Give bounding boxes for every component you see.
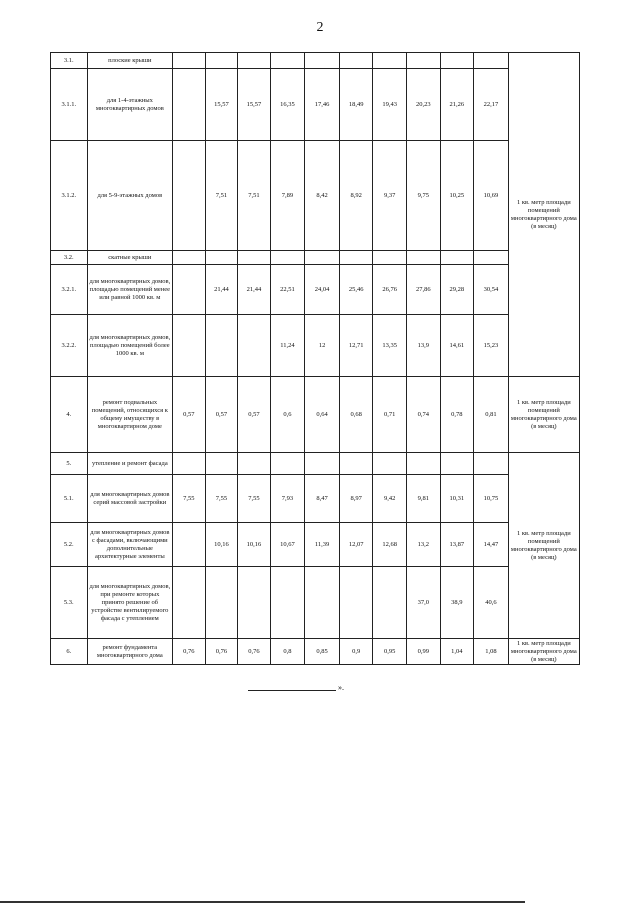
value-cell	[305, 53, 340, 69]
value-cell	[205, 53, 238, 69]
value-cell	[205, 453, 238, 475]
scan-edge-rule	[0, 901, 525, 903]
value-cell: 11,39	[305, 523, 340, 567]
value-cell: 25,46	[339, 265, 373, 315]
row-name: ремонт подвальных помещений, относящихся к общему имуществу в многоквартирном доме	[87, 377, 172, 453]
row-name: утепление и ремонт фасада	[87, 453, 172, 475]
value-cell: 0,81	[474, 377, 509, 453]
value-cell: 14,47	[474, 523, 509, 567]
value-cell: 7,89	[270, 141, 305, 251]
value-cell: 7,51	[238, 141, 271, 251]
value-cell	[270, 53, 305, 69]
row-name: ремонт фундамента многоквартирного дома	[87, 639, 172, 665]
value-cell: 8,47	[305, 475, 340, 523]
value-cell	[270, 453, 305, 475]
row-name: для многоквартирных домов, при ремонте которых принято решение об устройстве вентилируемого фасада с утеплением	[87, 567, 172, 639]
value-cell: 21,44	[205, 265, 238, 315]
value-cell: 0,57	[238, 377, 271, 453]
value-cell: 7,93	[270, 475, 305, 523]
value-cell	[305, 453, 340, 475]
value-cell	[406, 53, 440, 69]
value-cell: 0,68	[339, 377, 373, 453]
row-number: 3.1.	[51, 53, 88, 69]
value-cell: 10,69	[474, 141, 509, 251]
value-cell	[474, 251, 509, 265]
value-cell	[238, 251, 271, 265]
value-cell: 9,75	[406, 141, 440, 251]
value-cell: 29,28	[440, 265, 474, 315]
value-cell	[474, 53, 509, 69]
value-cell	[238, 53, 271, 69]
row-name: для 5-9-этажных домов	[87, 141, 172, 251]
value-cell: 13,35	[373, 315, 407, 377]
value-cell: 15,57	[238, 69, 271, 141]
value-cell: 10,75	[474, 475, 509, 523]
value-cell: 13,87	[440, 523, 474, 567]
value-cell	[205, 567, 238, 639]
value-cell	[440, 251, 474, 265]
table-row	[51, 69, 580, 141]
page-number: 2	[316, 20, 324, 35]
value-cell	[406, 251, 440, 265]
value-cell: 7,55	[173, 475, 206, 523]
value-cell: 24,04	[305, 265, 340, 315]
value-cell	[173, 141, 206, 251]
table-row	[51, 453, 580, 475]
value-cell	[173, 251, 206, 265]
value-cell: 10,16	[205, 523, 238, 567]
value-cell: 0,8	[270, 639, 305, 665]
value-cell: 10,25	[440, 141, 474, 251]
value-cell: 22,17	[474, 69, 509, 141]
value-cell	[373, 567, 407, 639]
value-cell: 22,51	[270, 265, 305, 315]
value-cell: 10,67	[270, 523, 305, 567]
value-cell	[270, 567, 305, 639]
value-cell: 0,78	[440, 377, 474, 453]
value-cell	[373, 53, 407, 69]
value-cell: 15,57	[205, 69, 238, 141]
table-row	[51, 377, 580, 453]
table-row	[51, 53, 580, 69]
value-cell: 0,76	[205, 639, 238, 665]
row-number: 6.	[51, 639, 88, 665]
table-row	[51, 639, 580, 665]
value-cell	[173, 523, 206, 567]
value-cell: 13,2	[406, 523, 440, 567]
value-cell	[339, 251, 373, 265]
row-number: 5.1.	[51, 475, 88, 523]
row-name: плоские крыши	[87, 53, 172, 69]
value-cell: 19,43	[373, 69, 407, 141]
value-cell: 0,85	[305, 639, 340, 665]
value-cell	[205, 315, 238, 377]
value-cell	[238, 567, 271, 639]
value-cell: 8,97	[339, 475, 373, 523]
value-cell: 12,71	[339, 315, 373, 377]
value-cell: 10,31	[440, 475, 474, 523]
value-cell	[173, 265, 206, 315]
value-cell	[238, 453, 271, 475]
value-cell: 11,24	[270, 315, 305, 377]
value-cell	[205, 251, 238, 265]
value-cell	[373, 251, 407, 265]
value-cell: 9,42	[373, 475, 407, 523]
value-cell	[238, 315, 271, 377]
row-number: 3.2.	[51, 251, 88, 265]
row-number: 4.	[51, 377, 88, 453]
row-number: 3.2.1.	[51, 265, 88, 315]
value-cell	[173, 567, 206, 639]
value-cell: 20,23	[406, 69, 440, 141]
value-cell: 0,99	[406, 639, 440, 665]
value-cell	[339, 53, 373, 69]
value-cell	[373, 453, 407, 475]
value-cell: 7,51	[205, 141, 238, 251]
row-name: для многоквартирных домов, площадью помещений более 1000 кв. м	[87, 315, 172, 377]
value-cell: 37,0	[406, 567, 440, 639]
row-name: для многоквартирных домов с фасадами, включающими дополнительные архитектурные элементы	[87, 523, 172, 567]
row-name: для 1-4-этажных многоквартирных домов	[87, 69, 172, 141]
table-row	[51, 523, 580, 567]
value-cell: 15,23	[474, 315, 509, 377]
value-cell: 21,44	[238, 265, 271, 315]
value-cell: 7,55	[205, 475, 238, 523]
value-cell: 26,76	[373, 265, 407, 315]
value-cell: 0,9	[339, 639, 373, 665]
unit-cell: 1 кв. метр площади многоквартирного дома (в месяц)	[508, 639, 579, 665]
value-cell: 14,61	[440, 315, 474, 377]
unit-cell: 1 кв. метр площади помещений многоквартирного дома (в месяц)	[508, 53, 579, 377]
value-cell: 27,86	[406, 265, 440, 315]
value-cell: 12,68	[373, 523, 407, 567]
value-cell	[305, 567, 340, 639]
closing-rule	[248, 690, 336, 691]
value-cell: 8,42	[305, 141, 340, 251]
value-cell: 0,95	[373, 639, 407, 665]
row-name: скатные крыши	[87, 251, 172, 265]
value-cell	[270, 251, 305, 265]
value-cell: 17,46	[305, 69, 340, 141]
value-cell: 0,57	[205, 377, 238, 453]
value-cell	[173, 453, 206, 475]
table-row	[51, 141, 580, 251]
value-cell: 9,81	[406, 475, 440, 523]
value-cell	[173, 53, 206, 69]
row-name: для многоквартирных домов, площадью помещений менее или равной 1000 кв. м	[87, 265, 172, 315]
value-cell: 16,35	[270, 69, 305, 141]
row-number: 5.	[51, 453, 88, 475]
tariff-table	[50, 52, 580, 665]
value-cell: 1,04	[440, 639, 474, 665]
table-row	[51, 315, 580, 377]
row-number: 3.1.2.	[51, 141, 88, 251]
value-cell: 13,9	[406, 315, 440, 377]
value-cell: 0,71	[373, 377, 407, 453]
value-cell	[339, 453, 373, 475]
value-cell: 30,54	[474, 265, 509, 315]
row-name: для многоквартирных домов серий массовой застройки	[87, 475, 172, 523]
table-row	[51, 567, 580, 639]
value-cell	[173, 315, 206, 377]
value-cell	[339, 567, 373, 639]
closing-mark: ».	[338, 683, 344, 692]
value-cell: 0,6	[270, 377, 305, 453]
value-cell: 1,08	[474, 639, 509, 665]
value-cell: 9,37	[373, 141, 407, 251]
value-cell: 21,26	[440, 69, 474, 141]
table-row	[51, 475, 580, 523]
unit-cell: 1 кв. метр площади помещений многоквартирного дома (в месяц)	[508, 453, 579, 639]
value-cell: 0,64	[305, 377, 340, 453]
value-cell	[406, 453, 440, 475]
value-cell: 0,57	[173, 377, 206, 453]
value-cell: 12	[305, 315, 340, 377]
row-number: 5.3.	[51, 567, 88, 639]
value-cell: 7,55	[238, 475, 271, 523]
value-cell: 18,49	[339, 69, 373, 141]
value-cell: 12,07	[339, 523, 373, 567]
value-cell: 8,92	[339, 141, 373, 251]
table-row	[51, 265, 580, 315]
value-cell: 0,76	[173, 639, 206, 665]
value-cell: 40,6	[474, 567, 509, 639]
table-row	[51, 251, 580, 265]
row-number: 5.2.	[51, 523, 88, 567]
row-number: 3.2.2.	[51, 315, 88, 377]
value-cell	[173, 69, 206, 141]
row-number: 3.1.1.	[51, 69, 88, 141]
unit-cell: 1 кв. метр площади помещений многоквартирного дома (в месяц)	[508, 377, 579, 453]
value-cell	[305, 251, 340, 265]
value-cell: 0,74	[406, 377, 440, 453]
value-cell: 0,76	[238, 639, 271, 665]
value-cell	[440, 453, 474, 475]
value-cell	[440, 53, 474, 69]
value-cell: 38,9	[440, 567, 474, 639]
value-cell	[474, 453, 509, 475]
value-cell: 10,16	[238, 523, 271, 567]
